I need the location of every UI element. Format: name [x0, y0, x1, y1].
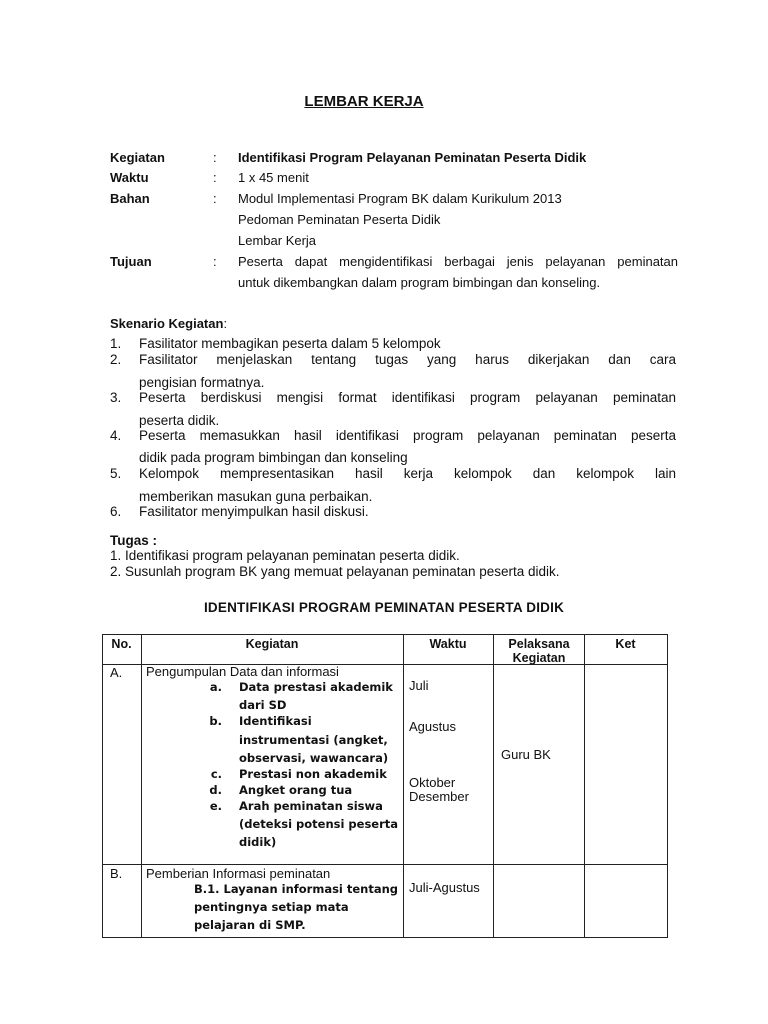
table-divider-waktu	[493, 634, 494, 938]
waktu-label: Waktu	[110, 170, 149, 185]
step-1-line-1: Fasilitator membagikan peserta dalam 5 kelompok	[139, 336, 441, 351]
step-6-line-1: Fasilitator menyimpulkan hasil diskusi.	[139, 504, 369, 519]
table-border-right	[667, 634, 668, 938]
table-row-divider	[102, 864, 668, 865]
tugas-heading: Tugas :	[110, 533, 157, 548]
table-divider-pelaksana	[584, 634, 585, 938]
row-a-sub-b-line-2: instrumentasi (angket,	[239, 733, 388, 747]
row-a-sub-c-line-1: Prestasi non akademik	[239, 767, 387, 781]
step-3-line-2: peserta didik.	[139, 413, 220, 428]
row-b-kegiatan: Pemberian Informasi peminatan	[146, 866, 331, 881]
table-border-bottom	[102, 937, 668, 938]
step-6-number: 6.	[110, 504, 122, 519]
skenario-heading	[110, 316, 227, 331]
table-border-top	[102, 634, 668, 635]
row-b-sub-line-1: B.1. Layanan informasi tentang	[194, 882, 399, 896]
tujuan-label: Tujuan	[110, 254, 152, 269]
step-1-number: 1.	[110, 336, 122, 351]
tujuan-colon: :	[213, 254, 217, 269]
tugas-item-2: 2. Susunlah program BK yang memuat pelayanan peminatan peserta didik.	[110, 564, 560, 579]
kegiatan-value: Identifikasi Program Pelayanan Peminatan Peserta Didik	[238, 150, 587, 165]
bahan-value-1: Modul Implementasi Program BK dalam Kurikulum 2013	[238, 191, 562, 206]
row-a-waktu-4: Desember	[409, 789, 469, 804]
row-a-sub-d-letter: d.	[209, 783, 222, 797]
program-table	[102, 634, 668, 938]
table-divider-kegiatan	[403, 634, 404, 938]
row-b-sub-line-3: pelajaran di SMP.	[194, 918, 306, 932]
table-title: IDENTIFIKASI PROGRAM PEMINATAN PESERTA DIDIK	[203, 600, 565, 615]
step-2-line-2: pengisian formatnya.	[139, 375, 265, 390]
bahan-value-2: Pedoman Peminatan Peserta Didik	[238, 212, 441, 227]
tujuan-line-2: untuk dikembangkan dalam program bimbingan dan konseling.	[238, 275, 601, 290]
row-a-waktu-3: Oktober	[409, 775, 456, 790]
skenario-heading-text: Skenario Kegiatan	[110, 316, 224, 331]
header-waktu: Waktu	[429, 637, 467, 651]
row-a-sub-b-line-1: Identifikasi	[239, 714, 312, 728]
bahan-value-3: Lembar Kerja	[238, 233, 317, 248]
row-a-waktu-1: Juli	[409, 678, 429, 693]
table-border-left	[102, 634, 103, 938]
row-a-sub-e-letter: e.	[209, 799, 222, 813]
row-a-sub-a-letter: a.	[209, 680, 222, 694]
row-a-waktu-2: Agustus	[409, 719, 456, 734]
row-a-sub-b-letter: b.	[209, 714, 222, 728]
row-a-kegiatan: Pengumpulan Data dan informasi	[146, 664, 339, 679]
row-a-sub-e-line-1: Arah peminatan siswa	[239, 799, 383, 813]
step-2-number: 2.	[110, 352, 122, 367]
header-pelaksana: Pelaksana Kegiatan	[508, 637, 570, 665]
step-5-line-2: memberikan masukan guna perbaikan.	[139, 489, 373, 504]
step-2-line-1: Fasilitator menjelaskan tentang tugas yang harus dikerjakan dan cara	[139, 352, 676, 367]
row-a-sub-e-line-3: didik)	[239, 835, 277, 849]
tujuan-line-1: Peserta dapat mengidentifikasi berbagai jenis pelayanan peminatan	[238, 254, 678, 269]
row-b-number: B.	[110, 866, 123, 881]
row-a-sub-c-letter: c.	[210, 767, 222, 781]
row-b-waktu-1: Juli-Agustus	[409, 880, 480, 895]
waktu-value: 1 x 45 menit	[238, 170, 309, 185]
row-a-sub-a-line-1: Data prestasi akademik	[239, 680, 393, 694]
kegiatan-colon: :	[213, 150, 217, 165]
header-ket: Ket	[615, 637, 636, 651]
page-title: LEMBAR KERJA	[304, 93, 424, 110]
row-a-sub-a-line-2: dari SD	[239, 698, 287, 712]
step-5-number: 5.	[110, 466, 122, 481]
row-b-sub-line-2: pentingnya setiap mata	[194, 900, 349, 914]
bahan-colon: :	[213, 191, 217, 206]
step-3-number: 3.	[110, 390, 122, 405]
tugas-item-1: 1. Identifikasi program pelayanan peminatan peserta didik.	[110, 548, 460, 563]
step-4-line-1: Peserta memasukkan hasil identifikasi program pelayanan peminatan peserta	[139, 428, 676, 443]
row-a-pelaksana: Guru BK	[501, 747, 551, 762]
header-kegiatan: Kegiatan	[245, 637, 299, 651]
row-a-sub-d-line-1: Angket orang tua	[239, 783, 353, 797]
header-no: No.	[111, 637, 132, 651]
table-divider-no	[141, 634, 142, 938]
step-3-line-1: Peserta berdiskusi mengisi format identifikasi program pelayanan peminatan	[139, 390, 676, 405]
waktu-colon: :	[213, 170, 217, 185]
kegiatan-label: Kegiatan	[110, 150, 165, 165]
skenario-heading-colon: :	[223, 316, 228, 331]
bahan-label: Bahan	[110, 191, 150, 206]
row-a-sub-b-line-3: observasi, wawancara)	[239, 751, 389, 765]
step-4-number: 4.	[110, 428, 122, 443]
step-5-line-1: Kelompok mempresentasikan hasil kerja kelompok dan kelompok lain	[139, 466, 676, 481]
step-4-line-2: didik pada program bimbingan dan konseling	[139, 450, 408, 465]
row-a-number: A.	[110, 665, 123, 680]
row-a-sub-e-line-2: (deteksi potensi peserta	[239, 817, 399, 831]
